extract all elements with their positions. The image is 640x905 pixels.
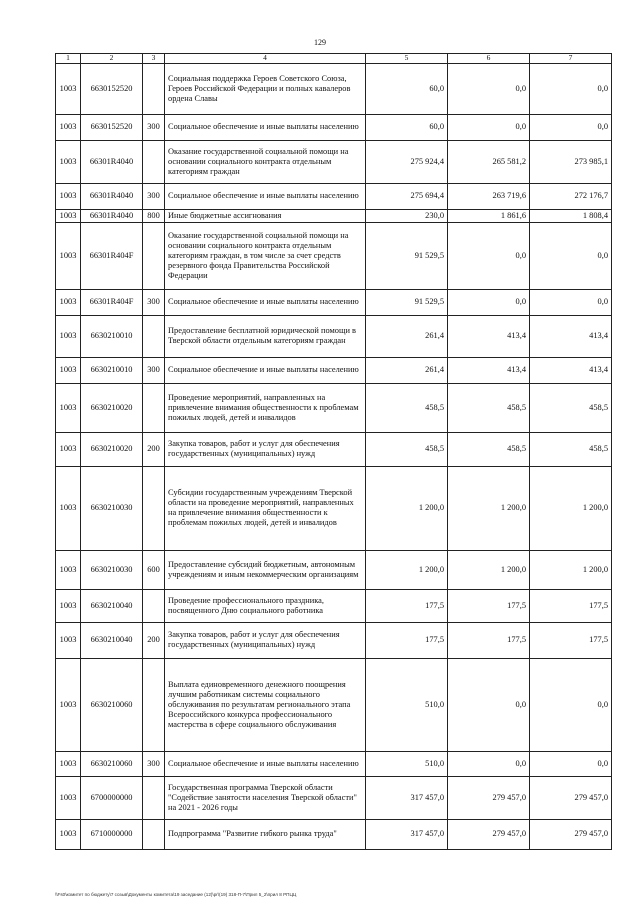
value-1-cell: 458,5 — [366, 383, 448, 432]
item-name-cell: Предоставление субсидий бюджетным, автономным учреждениям и иным некоммерческим организациям — [165, 550, 366, 589]
table-row — [56, 140, 612, 183]
item-name-cell: Социальная поддержка Героев Советского Союза, Героев Российской Федерации и полных кавалеров ордена Славы — [165, 63, 366, 114]
value-1-cell: 510,0 — [366, 751, 448, 776]
section-code-cell: 1003 — [56, 589, 81, 622]
value-1-cell: 91 529,5 — [366, 222, 448, 289]
expense-type-cell: 300 — [143, 114, 165, 140]
table-row — [56, 819, 612, 849]
expense-type-cell — [143, 63, 165, 114]
value-1-cell: 275 694,4 — [366, 183, 448, 209]
section-code-cell: 1003 — [56, 751, 81, 776]
value-3-cell: 0,0 — [530, 658, 612, 751]
value-3-cell: 1 200,0 — [530, 550, 612, 589]
expense-type-cell: 200 — [143, 622, 165, 658]
target-article-cell: 6630210030 — [81, 466, 143, 550]
budget-table — [55, 53, 612, 850]
item-name-cell: Подпрограмма "Развитие гибкого рынка труда" — [165, 819, 366, 849]
section-code-cell: 1003 — [56, 550, 81, 589]
item-name-cell: Субсидии государственным учреждениям Тверской области на проведение мероприятий, направленных на привлечение внимания общественности к проблемам пожилых людей, детей и инвалидов — [165, 466, 366, 550]
target-article-cell: 6630210020 — [81, 383, 143, 432]
value-1-cell: 261,4 — [366, 315, 448, 357]
section-code-cell: 1003 — [56, 432, 81, 466]
expense-type-cell — [143, 658, 165, 751]
section-code-cell: 1003 — [56, 357, 81, 383]
value-1-cell: 510,0 — [366, 658, 448, 751]
value-3-cell: 0,0 — [530, 222, 612, 289]
value-2-cell: 265 581,2 — [448, 140, 530, 183]
table-row — [56, 776, 612, 819]
target-article-cell: 66301R404F — [81, 289, 143, 315]
expense-type-cell — [143, 466, 165, 550]
header-cell-value-3: 7 — [530, 54, 612, 64]
target-article-cell: 66301R4040 — [81, 183, 143, 209]
section-code-cell: 1003 — [56, 622, 81, 658]
table-row — [56, 357, 612, 383]
target-article-cell: 66301R404F — [81, 222, 143, 289]
table-row — [56, 550, 612, 589]
item-name-cell: Предоставление бесплатной юридической помощи в Тверской области отдельным категориям граждан — [165, 315, 366, 357]
value-1-cell: 177,5 — [366, 589, 448, 622]
item-name-cell: Социальное обеспечение и иные выплаты населению — [165, 183, 366, 209]
section-code-cell: 1003 — [56, 114, 81, 140]
value-2-cell: 279 457,0 — [448, 776, 530, 819]
value-3-cell: 273 985,1 — [530, 140, 612, 183]
section-code-cell: 1003 — [56, 466, 81, 550]
value-3-cell: 279 457,0 — [530, 819, 612, 849]
page-number: 129 — [314, 38, 326, 47]
expense-type-cell: 300 — [143, 357, 165, 383]
table-row — [56, 432, 612, 466]
section-code-cell: 1003 — [56, 183, 81, 209]
value-3-cell: 0,0 — [530, 114, 612, 140]
target-article-cell: 6630210030 — [81, 550, 143, 589]
expense-type-cell — [143, 383, 165, 432]
table-row — [56, 209, 612, 222]
value-2-cell: 0,0 — [448, 222, 530, 289]
item-name-cell: Социальное обеспечение и иные выплаты населению — [165, 289, 366, 315]
value-1-cell: 458,5 — [366, 432, 448, 466]
expense-type-cell: 300 — [143, 289, 165, 315]
target-article-cell: 6630152520 — [81, 63, 143, 114]
expense-type-cell — [143, 140, 165, 183]
table-row — [56, 222, 612, 289]
value-1-cell: 230,0 — [366, 209, 448, 222]
item-name-cell: Социальное обеспечение и иные выплаты населению — [165, 114, 366, 140]
value-3-cell: 413,4 — [530, 357, 612, 383]
value-2-cell: 279 457,0 — [448, 819, 530, 849]
header-cell-name: 4 — [165, 54, 366, 64]
value-3-cell: 1 808,4 — [530, 209, 612, 222]
target-article-cell: 6630210010 — [81, 357, 143, 383]
expense-type-cell — [143, 589, 165, 622]
value-1-cell: 317 457,0 — [366, 819, 448, 849]
table-row — [56, 383, 612, 432]
target-article-cell: 6630210040 — [81, 622, 143, 658]
header-cell-type: 3 — [143, 54, 165, 64]
value-2-cell: 1 200,0 — [448, 466, 530, 550]
item-name-cell: Выплата единовременного денежного поощрения лучшим работникам системы социального обслуживания по результатам регионального этапа Всероссийского конкурса профессионального мастерства в сфере социального обслуживания — [165, 658, 366, 751]
value-1-cell: 91 529,5 — [366, 289, 448, 315]
value-1-cell: 1 200,0 — [366, 466, 448, 550]
value-2-cell: 0,0 — [448, 289, 530, 315]
expense-type-cell: 600 — [143, 550, 165, 589]
expense-type-cell: 300 — [143, 751, 165, 776]
expense-type-cell — [143, 776, 165, 819]
value-2-cell: 413,4 — [448, 357, 530, 383]
expense-type-cell: 200 — [143, 432, 165, 466]
value-2-cell: 458,5 — [448, 383, 530, 432]
value-2-cell: 0,0 — [448, 114, 530, 140]
value-2-cell: 0,0 — [448, 658, 530, 751]
value-2-cell: 1 861,6 — [448, 209, 530, 222]
expense-type-cell — [143, 819, 165, 849]
header-cell-section: 1 — [56, 54, 81, 64]
item-name-cell: Социальное обеспечение и иные выплаты населению — [165, 751, 366, 776]
target-article-cell: 6630210060 — [81, 658, 143, 751]
table-row — [56, 183, 612, 209]
table-row — [56, 63, 612, 114]
value-3-cell: 458,5 — [530, 432, 612, 466]
value-3-cell: 177,5 — [530, 622, 612, 658]
item-name-cell: Закупка товаров, работ и услуг для обеспечения государственных (муниципальных) нужд — [165, 622, 366, 658]
table-row — [56, 466, 612, 550]
value-3-cell: 177,5 — [530, 589, 612, 622]
value-3-cell: 272 176,7 — [530, 183, 612, 209]
header-row — [56, 54, 612, 64]
header-cell-value-1: 5 — [366, 54, 448, 64]
value-3-cell: 279 457,0 — [530, 776, 612, 819]
item-name-cell: Проведение профессионального праздника, посвященного Дню социального работника — [165, 589, 366, 622]
value-3-cell: 0,0 — [530, 63, 612, 114]
header-cell-article: 2 — [81, 54, 143, 64]
section-code-cell: 1003 — [56, 658, 81, 751]
section-code-cell: 1003 — [56, 383, 81, 432]
value-1-cell: 261,4 — [366, 357, 448, 383]
value-3-cell: 0,0 — [530, 289, 612, 315]
value-1-cell: 60,0 — [366, 63, 448, 114]
section-code-cell: 1003 — [56, 140, 81, 183]
value-2-cell: 177,5 — [448, 622, 530, 658]
value-2-cell: 0,0 — [448, 751, 530, 776]
section-code-cell: 1003 — [56, 776, 81, 819]
value-2-cell: 0,0 — [448, 63, 530, 114]
expense-type-cell — [143, 222, 165, 289]
value-2-cell: 263 719,6 — [448, 183, 530, 209]
file-path-footer: \\Fs0\комитет по бюджету\7 созыв\Документы комитета\19 заседание (12)\pr\(19) 318-П-7\Прил 5_2\прил 8 РПЦЦ — [55, 892, 297, 897]
item-name-cell: Закупка товаров, работ и услуг для обеспечения государственных (муниципальных) нужд — [165, 432, 366, 466]
expense-type-cell — [143, 315, 165, 357]
value-2-cell: 1 200,0 — [448, 550, 530, 589]
target-article-cell: 6710000000 — [81, 819, 143, 849]
target-article-cell: 6630210010 — [81, 315, 143, 357]
table-row — [56, 114, 612, 140]
section-code-cell: 1003 — [56, 63, 81, 114]
value-1-cell: 1 200,0 — [366, 550, 448, 589]
item-name-cell: Социальное обеспечение и иные выплаты населению — [165, 357, 366, 383]
item-name-cell: Государственная программа Тверской области "Содействие занятости населения Тверской области" на 2021 - 2026 годы — [165, 776, 366, 819]
value-2-cell: 177,5 — [448, 589, 530, 622]
target-article-cell: 6630152520 — [81, 114, 143, 140]
value-3-cell: 0,0 — [530, 751, 612, 776]
section-code-cell: 1003 — [56, 222, 81, 289]
value-1-cell: 275 924,4 — [366, 140, 448, 183]
target-article-cell: 6630210040 — [81, 589, 143, 622]
table-row — [56, 622, 612, 658]
section-code-cell: 1003 — [56, 819, 81, 849]
target-article-cell: 6630210020 — [81, 432, 143, 466]
item-name-cell: Оказание государственной социальной помощи на основании социального контракта отдельным категориям граждан — [165, 140, 366, 183]
value-1-cell: 60,0 — [366, 114, 448, 140]
section-code-cell: 1003 — [56, 315, 81, 357]
item-name-cell: Оказание государственной социальной помощи на основании социального контракта отдельным категориям граждан, в том числе за счет средств резервного фонда Правительства Российской Федерации — [165, 222, 366, 289]
expense-type-cell: 300 — [143, 183, 165, 209]
table-row — [56, 751, 612, 776]
value-2-cell: 413,4 — [448, 315, 530, 357]
value-3-cell: 458,5 — [530, 383, 612, 432]
section-code-cell: 1003 — [56, 209, 81, 222]
expense-type-cell: 800 — [143, 209, 165, 222]
target-article-cell: 66301R4040 — [81, 209, 143, 222]
item-name-cell: Иные бюджетные ассигнования — [165, 209, 366, 222]
target-article-cell: 6700000000 — [81, 776, 143, 819]
target-article-cell: 6630210060 — [81, 751, 143, 776]
table-row — [56, 289, 612, 315]
section-code-cell: 1003 — [56, 289, 81, 315]
table-row — [56, 315, 612, 357]
value-1-cell: 177,5 — [366, 622, 448, 658]
value-2-cell: 458,5 — [448, 432, 530, 466]
value-1-cell: 317 457,0 — [366, 776, 448, 819]
item-name-cell: Проведение мероприятий, направленных на привлечение внимания общественности к проблемам пожилых людей, детей и инвалидов — [165, 383, 366, 432]
value-3-cell: 1 200,0 — [530, 466, 612, 550]
table-row — [56, 589, 612, 622]
header-cell-value-2: 6 — [448, 54, 530, 64]
target-article-cell: 66301R4040 — [81, 140, 143, 183]
value-3-cell: 413,4 — [530, 315, 612, 357]
table-row — [56, 658, 612, 751]
